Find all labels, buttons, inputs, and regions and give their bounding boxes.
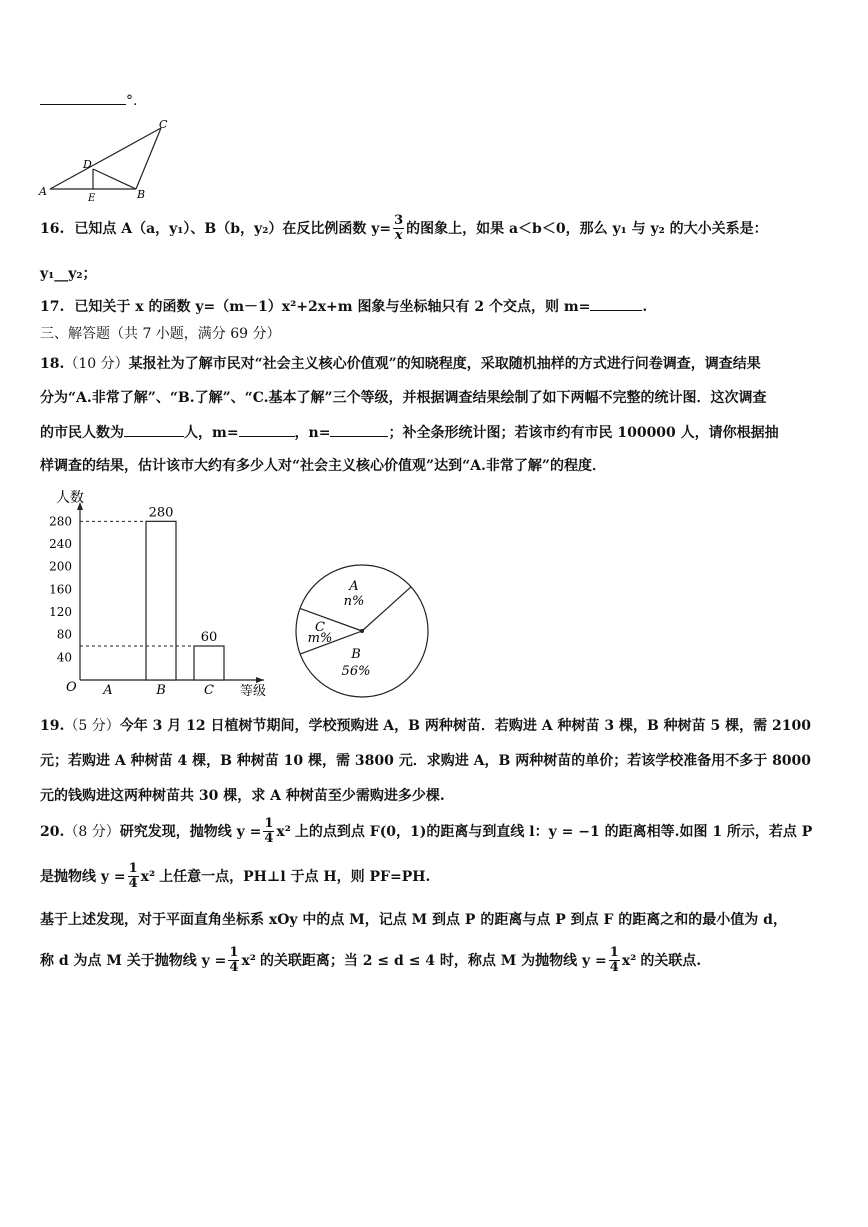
q18-score: （10 分） [64, 356, 129, 372]
q20-line2 [40, 862, 430, 891]
data-label-c: 60 [200, 630, 218, 645]
q18-number: 18. [40, 356, 65, 372]
q20-score: （8 分） [64, 823, 120, 840]
q20-l4-a: 称 d 为点 M 关于抛物线 y = [40, 952, 227, 969]
q18-line1-text: 某报社为了解市民对“社会主义核心价值观”的知晓程度，采取随机抽样的方式进行问卷调查，调查结果 [128, 356, 761, 372]
q16-number: 16. [40, 220, 65, 237]
q20-x2-4: x² [621, 952, 637, 969]
q16-fraction [393, 214, 404, 243]
y-tick-label: 160 [49, 582, 72, 597]
q17-number: 17. [40, 299, 65, 315]
q18-line3 [40, 422, 779, 443]
q20-frac-den-4: 4 [609, 960, 619, 975]
pie-value-a: n% [343, 594, 365, 609]
q20-l2-b: 上任意一点，PH⊥l 于点 H，则 PF=PH. [159, 868, 431, 885]
y-tick-label: 240 [49, 537, 72, 551]
q18-line4: 样调查的结果，估计该市大约有多少人对“社会主义核心价值观”达到“A.非常了解”的程度． [40, 458, 606, 474]
q20-l4-b: 的关联距离；当 2 ≤ d ≤ 4 时，称点 M 为抛物线 y = [259, 952, 607, 969]
q18-line3-c: ，n= [294, 425, 331, 441]
q17 [40, 296, 647, 317]
q20-line4 [40, 946, 701, 975]
pie-label-b: B [351, 647, 361, 662]
q20-number: 20. [40, 823, 65, 840]
y-axis-label: 人数 [56, 490, 84, 506]
q19-number: 19. [40, 718, 65, 734]
x-axis-label: 等级 [240, 684, 267, 699]
q20-frac-num-2: 1 [128, 861, 138, 876]
q20-frac-num-3: 1 [229, 945, 239, 960]
line-ac [50, 128, 161, 189]
pie-label-a: A [349, 579, 359, 594]
q19-line1-text: 今年 3 月 12 日植树节期间，学校预购进 A，B 两种树苗．若购进 A 种树苗 3 棵，B 种树苗 5 棵，需 2100 [119, 718, 812, 734]
q19-score: （5 分） [64, 718, 120, 734]
q16-text-a: 已知点 A（a，y₁）、B（b，y₂）在反比例函数 y= [74, 220, 392, 237]
q20-frac-den-2: 4 [128, 876, 138, 891]
q17-text: 已知关于 x 的函数 y=（m－1）x²+2x+m 图象与坐标轴只有 2 个交点，则 m= [74, 299, 591, 315]
label-b: B [137, 188, 146, 201]
triangle-figure [36, 118, 176, 202]
bar-b [146, 521, 176, 680]
q20-frac-den-3: 4 [229, 960, 239, 975]
line-cb [136, 128, 161, 189]
y-tick-label: 120 [49, 605, 72, 619]
pie-center [360, 629, 364, 633]
q20-frac-den-1: 4 [264, 831, 274, 846]
q19-line1 [40, 716, 811, 736]
q19-line3: 元的钱购进这两种树苗共 30 棵，求 A 种树苗至少需购进多少棵. [40, 788, 445, 804]
q15-answer-line [40, 90, 137, 111]
bar-chart [40, 488, 280, 703]
q18-line3-d: ；补全条形统计图；若该市约有市民 100000 人，请你根据抽 [388, 425, 779, 441]
q15-tail: °. [126, 93, 138, 109]
label-a: A [39, 185, 47, 198]
label-d: D [83, 158, 92, 171]
q18-line3-a: 的市民人数为 [40, 425, 124, 441]
y-tick-label: 80 [56, 627, 72, 642]
q20-fraction-1 [263, 817, 274, 846]
q18-line3-b: 人，m= [184, 425, 239, 441]
q18-line2: 分为“A.非常了解”、“B.了解”、“C.基本了解”三个等级，并根据调查结果绘制了如下两幅不完整的统计图．这次调查 [40, 390, 767, 406]
q19-line2: 元；若购进 A 种树苗 4 棵，B 种树苗 10 棵，需 3800 元．求购进 A，B 两种树苗的单价；若该学校准备用不多于 8000 [40, 753, 812, 769]
data-label-b: 280 [148, 505, 174, 521]
q16-text-b: 的图象上，如果 a＜b＜0，那么 y₁ 与 y₂ 的大小关系是： [406, 220, 768, 237]
bar-c [194, 646, 224, 680]
q20-frac-num-1: 1 [264, 816, 274, 831]
q20-line3: 基于上述发现，对于平面直角坐标系 xOy 中的点 M，记点 M 到点 P 的距离与点 P 到点 F 的距离之和的最小值为 d， [40, 912, 787, 928]
q17-tail: . [642, 299, 648, 315]
label-e: E [88, 193, 96, 202]
x-axis-arrow [256, 677, 264, 683]
x-tick-label: C [204, 683, 214, 698]
pie-value-c: m% [307, 631, 333, 646]
q20-fraction-4 [609, 946, 620, 975]
q16-answer: y₁__y₂； [40, 266, 97, 282]
q20-l2-a: 是抛物线 y = [40, 868, 126, 885]
q20-line1 [40, 817, 812, 846]
section-3-title: 三、解答题（共 7 小题，满分 69 分） [40, 326, 281, 342]
y-tick-label: 200 [49, 559, 72, 574]
q20-fraction-3 [228, 946, 239, 975]
q18-blank-count [124, 422, 184, 437]
y-tick-label: 40 [56, 650, 72, 665]
x-tick-label: A [103, 683, 113, 698]
q18-blank-n [330, 422, 388, 437]
q20-x2-2: x² [140, 868, 156, 885]
q20-x2-3: x² [241, 952, 256, 969]
q20-l1-a: 研究发现，抛物线 y = [119, 823, 262, 840]
q16 [40, 214, 768, 243]
q20-l4-c: 的关联点. [640, 952, 702, 969]
q20-fraction-2 [128, 862, 139, 891]
q18-line1 [40, 354, 761, 374]
q16-frac-den: x [394, 228, 403, 243]
origin-label: O [66, 680, 77, 695]
line-db [93, 169, 136, 189]
pie-label-c: C [315, 620, 325, 635]
q18-blank-m [239, 422, 295, 437]
q20-x2-1: x² [276, 823, 291, 840]
label-c: C [159, 118, 168, 131]
pie-chart [292, 560, 432, 702]
q16-frac-num: 3 [394, 213, 404, 228]
q17-blank [590, 296, 642, 311]
x-tick-label: B [156, 683, 166, 698]
q15-blank [40, 90, 126, 105]
q20-l1-b: 上的点到点 F(0，1)的距离与到直线 l：y = −1 的距离相等.如图 1 所示，若点 P [294, 823, 813, 840]
q20-frac-num-4: 1 [609, 945, 619, 960]
y-tick-label: 280 [49, 514, 72, 529]
pie-value-b: 56% [341, 664, 371, 679]
